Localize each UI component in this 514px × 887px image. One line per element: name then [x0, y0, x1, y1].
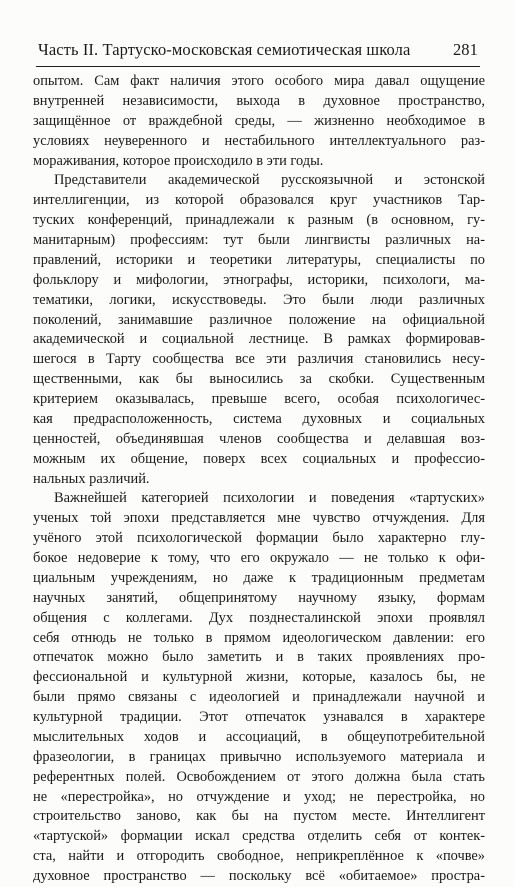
text-line: поколений, занимавшие различное положение на официальной: [33, 311, 485, 328]
text-line: мораживания, которое происходило в эти годы.: [33, 152, 324, 169]
text-line: бокое недоверие к тому, что его окружало — не только к офи-: [33, 550, 485, 566]
text-line: себя отнюдь не только в прямом идеологическом давлении: его: [33, 629, 485, 646]
text-line: ценностей, объединявшая членов сообщества и делавшая воз-: [33, 430, 485, 447]
text-line: отпечаток можно было заметить и в таких проявлениях про-: [33, 649, 485, 666]
paragraph: [33, 489, 485, 887]
page-number: 281: [452, 40, 478, 59]
text-line: фессиональной и культурной жизни, которые, казалось бы, не: [33, 669, 485, 686]
text-line: мыслительных ходов и ассоциаций, в общеупотребительной: [33, 728, 485, 745]
text-line: Важнейшей категорией психологии и поведения «тартуских»: [54, 490, 485, 507]
text-line: духовное пространство — поскольку всё «обитаемое» простра-: [33, 868, 485, 884]
text-line: манитарным) профессиям: тут были лингвисты различных на-: [33, 232, 485, 248]
text-line: ученых той эпохи представляется мне чувство отчуждения. Для: [33, 510, 485, 527]
text-line: защищённое от враждебной среды, — жизненно необходимое в: [33, 112, 485, 129]
text-line: фольклору и мифологии, этнографы, историки, психологи, ма-: [33, 271, 485, 288]
text-line: Представители академической русскоязычной и эстонской: [54, 172, 485, 189]
header-rule: [36, 66, 480, 67]
text-line: учёного этой психологической формации было характерно глу-: [33, 530, 485, 547]
text-line: правлений, историки и теоретики литературы, специалисты по: [33, 251, 485, 268]
body-text: [33, 72, 485, 887]
text-line: циальным учреждениям, но даже к традиционным предметам: [33, 569, 485, 586]
text-line: ста, найти и отгородить свободное, неприкреплённое к «почве»: [33, 848, 485, 865]
running-header: [38, 40, 478, 64]
text-line: референтных полей. Освобождением от этого должна была стать: [33, 768, 485, 785]
text-line: щественными, как бы выносились за скобки. Существенным: [33, 371, 485, 388]
text-line: можным их общение, поверх всех социальных и профессио-: [33, 450, 485, 467]
text-line: строительство заново, как бы на пустом месте. Интеллигент: [33, 808, 485, 825]
running-title: Часть II. Тартуско-московская семиотическая школа: [38, 40, 411, 59]
text-line: фразеологии, в границах привычно используемого материала и: [33, 748, 485, 765]
text-line: шегося в Тарту сообщества все эти различия становились несу-: [33, 351, 485, 368]
text-line: туских конференций, принадлежали к разным (в основном, гу-: [33, 212, 485, 229]
text-line: опытом. Сам факт наличия этого особого мира давал ощущение: [33, 73, 485, 89]
text-line: академической и социальной лестнице. В рамках формировав-: [33, 331, 485, 348]
text-line: культурной традиции. Этот отпечаток узнавался в характере: [33, 709, 485, 725]
text-line: критерием оказывалась, превыше всего, особая психологичес-: [33, 391, 485, 407]
text-line: нальных различий.: [33, 470, 150, 487]
text-line: кая предрасположенность, система духовных и социальных: [33, 410, 485, 427]
text-line: не «перестройка», но отчуждение и уход; не перестройка, но: [33, 788, 485, 805]
text-line: научных занятий, общепринятому научному языку, формам: [33, 589, 485, 606]
text-line: были прямо связаны с идеологией и принадлежали научной и: [33, 689, 485, 706]
text-line: общения с коллегами. Дух позднесталинской эпохи проявлял: [33, 609, 485, 626]
text-line: внутренней независимости, выхода в духовное пространство,: [33, 92, 485, 109]
text-line: интеллигенции, из которой образовался круг участников Тар-: [33, 192, 485, 209]
text-line: тематики, логики, искусствоведы. Это были люди различных: [33, 291, 485, 308]
paragraph: [33, 72, 485, 171]
text-line: «тартуской» формации искал средства отделить себя от контек-: [33, 828, 485, 845]
text-line: условиях неуверенного и нестабильного интеллектуального раз-: [33, 132, 485, 149]
paragraph: [33, 171, 485, 489]
